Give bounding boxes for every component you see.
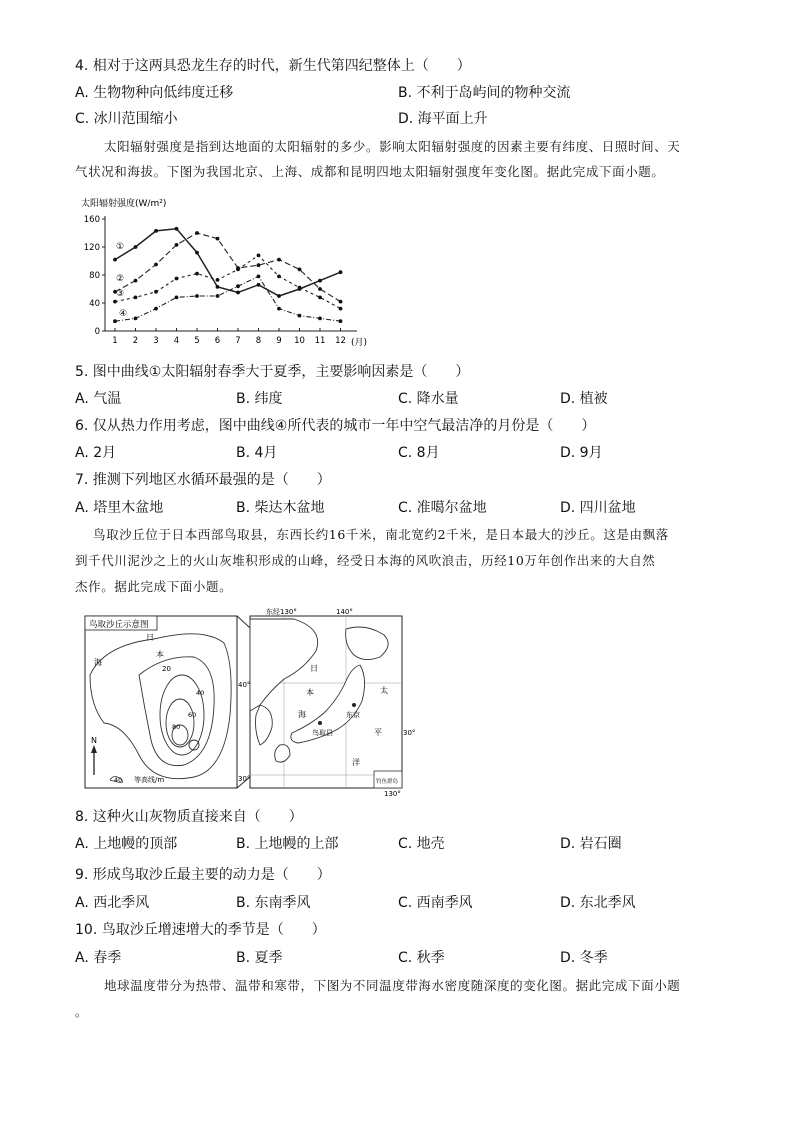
series-4-point — [318, 317, 322, 321]
series-line-3 — [115, 255, 341, 308]
series-1-point — [277, 294, 281, 298]
q10-option-d: D. 冬季 — [560, 950, 608, 966]
series-4-point — [195, 294, 199, 298]
series-4-point — [216, 294, 220, 298]
series-3-point — [113, 300, 117, 304]
solar-radiation-chart — [75, 192, 375, 352]
series-1-point — [154, 229, 158, 233]
series-1-point — [318, 279, 322, 283]
contour-80-label: 80 — [172, 723, 181, 731]
sea-ben-label: 本 — [306, 688, 314, 697]
series-2-point — [175, 243, 179, 247]
series-2-point — [154, 263, 158, 267]
series-4-point — [339, 319, 343, 323]
tottori-map-figure — [84, 605, 414, 797]
series-3-point — [175, 277, 179, 281]
q5-option-a: A. 气温 — [75, 391, 122, 407]
legend-contour-label: 等高线/m — [134, 776, 165, 784]
y-tick-label: 0 — [94, 327, 100, 337]
q9-option-b: B. 东南季风 — [236, 895, 311, 911]
series-1-point — [216, 285, 220, 289]
passage-3-line-2: 。 — [75, 1004, 89, 1019]
series-label-3: ③ — [116, 289, 125, 299]
x-tick-label: 11 — [314, 336, 326, 346]
x-tick-label: 7 — [235, 336, 241, 346]
series-1-point — [257, 283, 261, 287]
series-2-point — [257, 263, 261, 267]
tokyo-label: 东京 — [346, 711, 360, 719]
q7-option-a: A. 塔里木盆地 — [75, 500, 164, 516]
series-3-point — [195, 272, 199, 276]
series-3-point — [339, 307, 343, 311]
series-line-4 — [115, 276, 341, 321]
series-2-point — [277, 258, 281, 262]
lon-130-label: 东经130° — [266, 608, 297, 616]
q7-option-b: B. 柴达木盆地 — [236, 500, 325, 516]
x-tick-label: 10 — [294, 336, 305, 346]
series-3-point — [277, 275, 281, 279]
passage-1-line-1: 太阳辐射强度是指到达地面的太阳辐射的多少。影响太阳辐射强度的因素主要有纬度、日照时间、天 — [104, 139, 681, 154]
passage-2-line-2: 到千代川泥沙之上的火山灰堆积形成的山峰，经受日本海的风吹浪击，历经10万年创作出来的大自然 — [75, 553, 656, 568]
question-9-stem: 9. 形成鸟取沙丘最主要的动力是（ ） — [75, 867, 331, 883]
lon-140-label: 140° — [336, 608, 353, 616]
x-tick-label: 5 — [194, 336, 200, 346]
inset-label: 钓鱼群岛 — [376, 779, 399, 785]
q10-option-c: C. 秋季 — [398, 950, 445, 966]
legend-contour-value: 40 — [114, 776, 123, 784]
ocean-ping-label: 平 — [374, 728, 382, 737]
q6-option-c: C. 8月 — [398, 445, 440, 461]
q9-option-a: A. 西北季风 — [75, 895, 150, 911]
q8-option-a: A. 上地幔的顶部 — [75, 836, 178, 852]
sea-hai-label: 海 — [298, 710, 306, 719]
x-tick-label: 1 — [112, 336, 118, 346]
question-7-stem: 7. 推测下列地区水循环最强的是（ ） — [75, 472, 331, 488]
q5-option-d: D. 植被 — [560, 391, 608, 407]
lat-30-label: 30° — [238, 775, 251, 783]
chart-y-label: 太阳辐射强度(W/m²) — [81, 199, 167, 209]
chart-x-label: (月) — [351, 338, 368, 348]
y-tick-label: 120 — [83, 243, 100, 253]
q6-option-d: D. 9月 — [560, 445, 603, 461]
q9-option-d: D. 东北季风 — [560, 895, 636, 911]
q4-option-a: A. 生物物种向低纬度迁移 — [75, 85, 234, 101]
contour-40-label: 40 — [196, 689, 205, 697]
sea-ri-label: 日 — [310, 664, 318, 673]
lat-30-right-label: 30° — [403, 729, 416, 737]
series-4-point — [113, 319, 117, 323]
series-2-point — [134, 279, 138, 283]
q8-option-d: D. 岩石圈 — [560, 836, 622, 852]
north-label: N — [91, 736, 97, 745]
series-2-point — [318, 287, 322, 291]
q6-option-b: B. 4月 — [236, 445, 278, 461]
question-4-stem: 4. 相对于这两具恐龙生存的时代，新生代第四纪整体上（ ） — [75, 58, 471, 74]
series-1-point — [236, 291, 240, 295]
question-8-stem: 8. 这种火山灰物质直接来自（ ） — [75, 809, 303, 825]
dune-map-ben-label: 本 — [156, 650, 164, 659]
series-4-point — [257, 275, 261, 279]
tokyo-marker-icon — [352, 703, 356, 707]
passage-1-line-2: 气状况和海拔。下图为我国北京、上海、成都和昆明四地太阳辐射强度年变化图。据此完成下面小题。 — [75, 164, 665, 179]
series-3-point — [134, 296, 138, 300]
y-tick-label: 160 — [83, 215, 100, 225]
q4-option-b: B. 不利于岛屿间的物种交流 — [398, 85, 571, 101]
question-10-stem: 10. 鸟取沙丘增速增大的季节是（ ） — [75, 922, 326, 938]
series-3-point — [154, 290, 158, 294]
series-4-point — [277, 307, 281, 311]
question-5-stem: 5. 图中曲线①太阳辐射春季大于夏季，主要影响因素是（ ） — [75, 364, 470, 380]
x-tick-label: 4 — [173, 336, 180, 346]
q5-option-c: C. 降水量 — [398, 391, 459, 407]
tottori-label: 鸟取县 — [312, 729, 333, 737]
q7-option-d: D. 四川盆地 — [560, 500, 636, 516]
x-tick-label: 2 — [132, 336, 139, 346]
passage-3-line-1: 地球温度带分为热带、温带和寒带，下图为不同温度带海水密度随深度的变化图。据此完成下面小题 — [104, 978, 681, 993]
ocean-tai-label: 太 — [380, 686, 388, 695]
q8-option-b: B. 上地幔的上部 — [236, 836, 339, 852]
lon-130-bottom-label: 130° — [384, 790, 401, 798]
lat-40-label: 40° — [238, 681, 251, 689]
q4-option-d: D. 海平面上升 — [398, 111, 488, 127]
q4-option-c: C. 冰川范围缩小 — [75, 111, 178, 127]
tottori-marker-icon — [318, 721, 322, 725]
series-3-point — [298, 286, 302, 290]
series-1-point — [113, 258, 117, 262]
q10-option-b: B. 夏季 — [236, 950, 283, 966]
q10-option-a: A. 春季 — [75, 950, 122, 966]
passage-2-line-3: 杰作。据此完成下面小题。 — [75, 579, 233, 594]
series-4-point — [154, 307, 158, 311]
series-4-point — [175, 296, 179, 300]
y-tick-label: 40 — [89, 299, 100, 309]
q8-option-c: C. 地壳 — [398, 836, 445, 852]
series-4-point — [236, 284, 240, 288]
series-1-point — [134, 245, 138, 249]
ocean-yang-label: 洋 — [352, 758, 360, 767]
series-2-point — [298, 268, 302, 272]
q5-option-b: B. 纬度 — [236, 391, 283, 407]
series-3-point — [318, 296, 322, 300]
contour-60-label: 60 — [188, 711, 197, 719]
series-2-point — [195, 231, 199, 235]
x-tick-label: 3 — [153, 336, 159, 346]
dune-map-ri-label: 日 — [146, 633, 154, 642]
series-label-2: ② — [116, 274, 125, 284]
series-1-point — [339, 270, 343, 274]
series-2-point — [339, 300, 343, 304]
x-tick-label: 6 — [214, 336, 221, 346]
series-line-1 — [115, 229, 341, 296]
series-3-point — [236, 268, 240, 272]
q7-option-c: C. 准噶尔盆地 — [398, 500, 487, 516]
x-tick-label: 12 — [335, 336, 346, 346]
passage-2-line-1: 鸟取沙丘位于日本西部鸟取县，东西长约16千米，南北宽约2千米，是日本最大的沙丘。这是由飘落 — [93, 527, 669, 542]
series-label-1: ① — [116, 242, 125, 252]
series-4-point — [134, 317, 138, 321]
x-tick-label: 8 — [255, 336, 262, 346]
series-4-point — [298, 314, 302, 318]
series-2-point — [216, 237, 220, 241]
q9-option-c: C. 西南季风 — [398, 895, 473, 911]
dune-map-sea-label: 海 — [94, 658, 102, 667]
series-1-point — [195, 251, 199, 255]
series-1-point — [175, 227, 179, 231]
series-3-point — [257, 254, 261, 258]
series-3-point — [216, 278, 220, 282]
dune-map-title: 鸟取沙丘示意图 — [89, 620, 149, 630]
question-6-stem: 6. 仅从热力作用考虑，图中曲线④所代表的城市一年中空气最洁净的月份是（ ） — [75, 418, 596, 434]
y-tick-label: 80 — [89, 271, 100, 281]
series-label-4: ④ — [119, 309, 128, 319]
x-tick-label: 9 — [276, 336, 282, 346]
contour-20-label: 20 — [162, 665, 171, 673]
q6-option-a: A. 2月 — [75, 445, 117, 461]
